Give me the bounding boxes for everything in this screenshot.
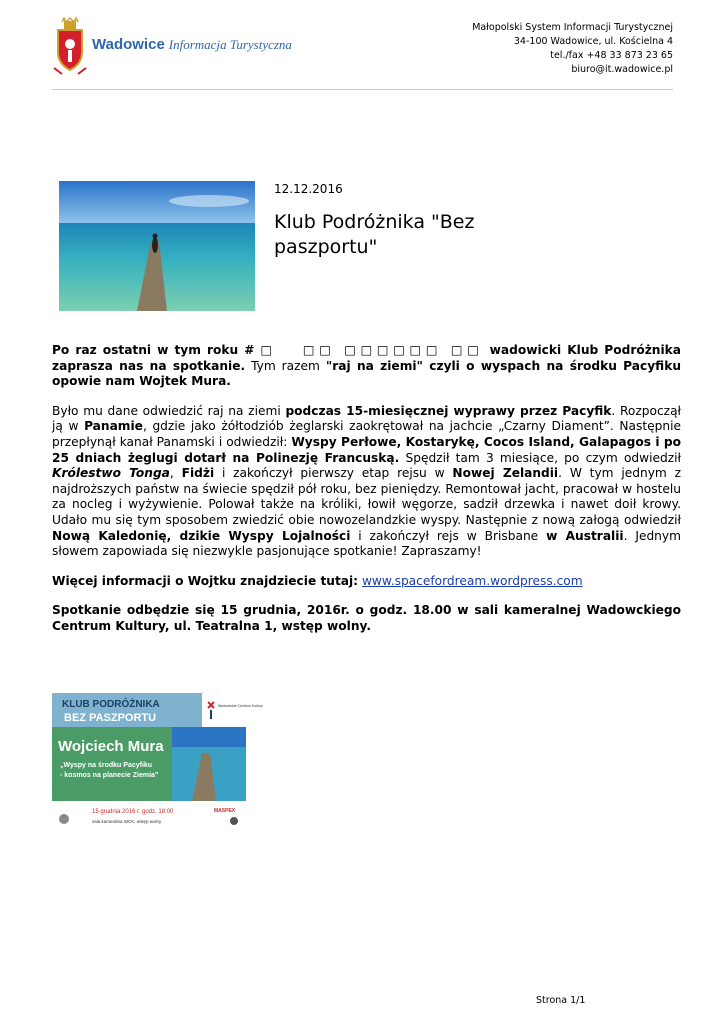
poster-subtitle2: - kosmos na planecie Ziemia”: [60, 772, 159, 779]
logo-brand: Wadowice: [92, 36, 165, 53]
more-info-label: Więcej informacji o Wojtku znajdziecie tutaj:: [52, 573, 359, 588]
contact-address: 34-100 Wadowice, ul. Kościelna 4: [513, 36, 673, 47]
contact-phone: tel./fax +48 33 873 23 65: [550, 50, 673, 61]
event-poster: [52, 693, 263, 829]
poster-subtitle1: „Wyspy na środku Pacyfiku: [60, 762, 153, 769]
article-date: 12.12.2016: [274, 182, 343, 196]
contact-block: [472, 21, 673, 77]
event-details: Spotkanie odbędzie się 15 grudnia, 2016r. o godz. 18.00 w sali kameralnej Wadowckiego Centrum Kultury, ul. Teatralna 1, wstęp wolny.: [52, 603, 681, 633]
poster-name: Wojciech Mura: [58, 738, 164, 755]
world-logo-icon: [59, 814, 69, 824]
page-header: [52, 18, 673, 88]
contact-email: biuro@it.wadowice.pl: [571, 64, 673, 75]
article-body: [52, 343, 681, 649]
article-photo: [59, 181, 255, 311]
intro-paragraph: Po raz ostatni w tym roku # □ □□ □□□□□□ □□ wadowicki Klub Podróżnika zaprasza nas na spotkanie. Tym razem "raj na ziemi" czyli o wyspach na środku Pacyfiku opowie nam Wojtek Mura.: [52, 343, 681, 389]
hashtag-glyphs: □ □□ □□□□□□ □□: [260, 343, 484, 357]
poster-org: Wadowickie Centrum Kultury: [218, 704, 263, 708]
logo: [52, 18, 292, 76]
sponsor-logo-icon: [230, 817, 238, 825]
more-info-link[interactable]: www.spacefordream.wordpress.com: [361, 573, 583, 588]
logo-tagline: Informacja Turystyczna: [168, 37, 292, 52]
article-title: Klub Podróżnika "Bez paszportu": [274, 211, 475, 258]
page-number: Strona 1/1: [536, 995, 586, 1006]
more-info-paragraph: [52, 574, 681, 590]
poster-line2: BEZ PASZPORTU: [64, 712, 157, 724]
contact-org: Małopolski System Informacji Turystycznej: [472, 22, 673, 33]
header-divider: [52, 89, 673, 90]
poster-date: 15 grudnia 2016 r. godz. 18:00: [92, 809, 174, 815]
coat-of-arms-icon: [52, 18, 88, 76]
poster-line1: KLUB PODRÓŻNIKA: [62, 699, 160, 710]
poster-sponsor: MASPEX: [214, 808, 236, 814]
poster-place: sala kameralna WCK, wstęp wolny: [92, 819, 162, 824]
story-paragraph: Było mu dane odwiedzić raj na ziemi podczas 15-miesięcznej wyprawy przez Pacyfik. Rozpoczął ją w Panamie, gdzie jako żółtodziób żeglarski zaokrętował na jachcie „Czarny Diament”. Następnie przepłynął kanał Panamski i odwiedził: Wyspy Perłowe, Kostarykę, Cocos Island, Galapagos i po 25 dniach żeglugi dotarł na Polinezję Francuską. Spędził tam 3 miesiące, po czym odwiedził Królestwo Tonga, Fidżi i zakończył pierwszy etap rejsu w Nowej Zelandii. W tym jednym z najdroższych państw na świecie spędził pół roku, bez pieniędzy. Remontował jacht, pracował w hostelu za nocleg i wyżywienie. Polował także na króliki, łowił węgorze, sadził drzewka i nawet doił krowy. Udało mu się tym sposobem zwiedzić obie nowozelandzkie wyspy. Następnie z nową załogą odwiedził Nową Kaledonię, dzikie Wyspy Lojalności i zakończył rejs w Brisbane w Australii. Jednym słowem zapowiada się niezwykle pasjonujące spotkanie! Zapraszamy!: [52, 403, 682, 559]
